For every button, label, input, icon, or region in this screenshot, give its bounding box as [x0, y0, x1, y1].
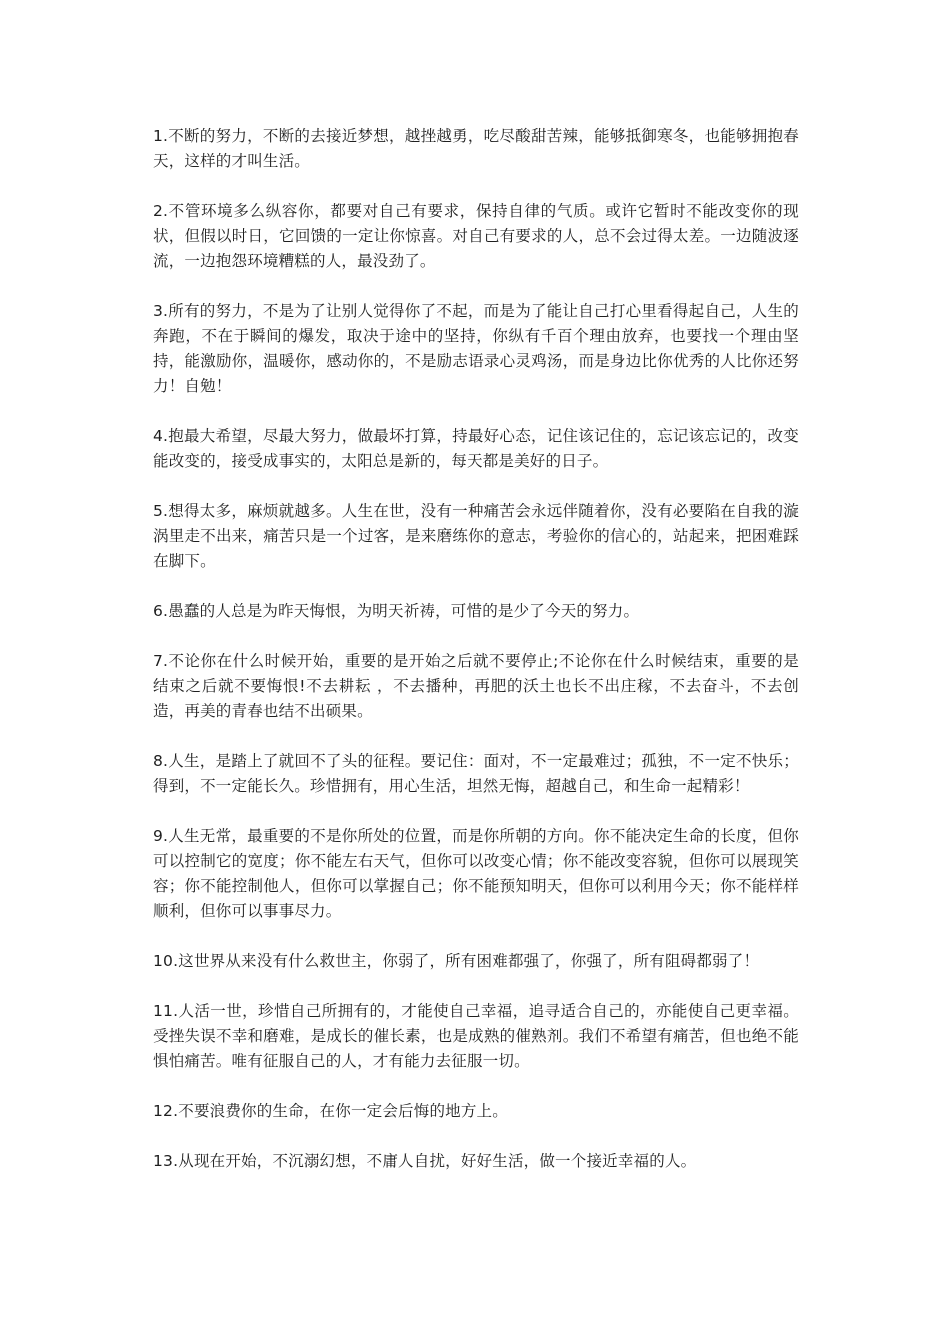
paragraph-11: 11.人活一世，珍惜自己所拥有的，才能使自己幸福，追寻适合自己的，亦能使自己更幸福。受挫失误不幸和磨难，是成长的催长素，也是成熟的催熟剂。我们不希望有痛苦，但也绝不能惧怕痛苦。唯有征服自己的人，才有能力去征服一切。: [153, 1002, 799, 1070]
paragraph-4: 4.抱最大希望，尽最大努力，做最坏打算，持最好心态，记住该记住的，忘记该忘记的，改变能改变的，接受成事实的，太阳总是新的，每天都是美好的日子。: [153, 427, 799, 470]
paragraph-2: 2.不管环境多么纵容你，都要对自己有要求，保持自律的气质。或许它暂时不能改变你的现状，但假以时日，它回馈的一定让你惊喜。对自己有要求的人，总不会过得太差。一边随波逐流，一边抱怨环境糟糕的人，最没劲了。: [153, 202, 799, 270]
paragraph-5: 5.想得太多，麻烦就越多。人生在世，没有一种痛苦会永远伴随着你，没有必要陷在自我的漩涡里走不出来，痛苦只是一个过客，是来磨练你的意志，考验你的信心的，站起来，把困难踩在脚下。: [153, 502, 799, 570]
document-body: [153, 124, 799, 1199]
paragraph-6: 6.愚蠢的人总是为昨天悔恨，为明天祈祷，可惜的是少了今天的努力。: [153, 602, 640, 620]
paragraph-3: 3.所有的努力，不是为了让别人觉得你了不起，而是为了能让自己打心里看得起自己，人生的奔跑，不在于瞬间的爆发，取决于途中的坚持，你纵有千百个理由放弃，也要找一个理由坚持，能激励你，温暖你，感动你的，不是励志语录心灵鸡汤，而是身边比你优秀的人比你还努力！自勉！: [153, 302, 799, 395]
paragraph-1: 1.不断的努力，不断的去接近梦想，越挫越勇，吃尽酸甜苦辣，能够抵御寒冬，也能够拥抱春天，这样的才叫生活。: [153, 127, 799, 170]
paragraph-8: 8.人生，是踏上了就回不了头的征程。要记住：面对，不一定最难过；孤独，不一定不快乐；得到，不一定能长久。珍惜拥有，用心生活，坦然无悔，超越自己，和生命一起精彩！: [153, 752, 799, 795]
paragraph-9: 9.人生无常，最重要的不是你所处的位置，而是你所朝的方向。你不能决定生命的长度，但你可以控制它的宽度；你不能左右天气，但你可以改变心情；你不能改变容貌，但你可以展现笑容；你不能控制他人，但你可以掌握自己；你不能预知明天，但你可以利用今天；你不能样样顺利，但你可以事事尽力。: [153, 827, 799, 920]
paragraph-10: 10.这世界从来没有什么救世主，你弱了，所有困难都强了，你强了，所有阻碍都弱了！: [153, 952, 760, 970]
paragraph-13: 13.从现在开始，不沉溺幻想，不庸人自扰，好好生活，做一个接近幸福的人。: [153, 1152, 697, 1170]
paragraph-7: 7.不论你在什么时候开始，重要的是开始之后就不要停止;不论你在什么时候结束，重要的是结束之后就不要悔恨!不去耕耘 ，不去播种，再肥的沃土也长不出庄稼，不去奋斗，不去创造，再美的青春也结不出硕果。: [153, 652, 799, 720]
paragraph-12: 12.不要浪费你的生命，在你一定会后悔的地方上。: [153, 1102, 508, 1120]
